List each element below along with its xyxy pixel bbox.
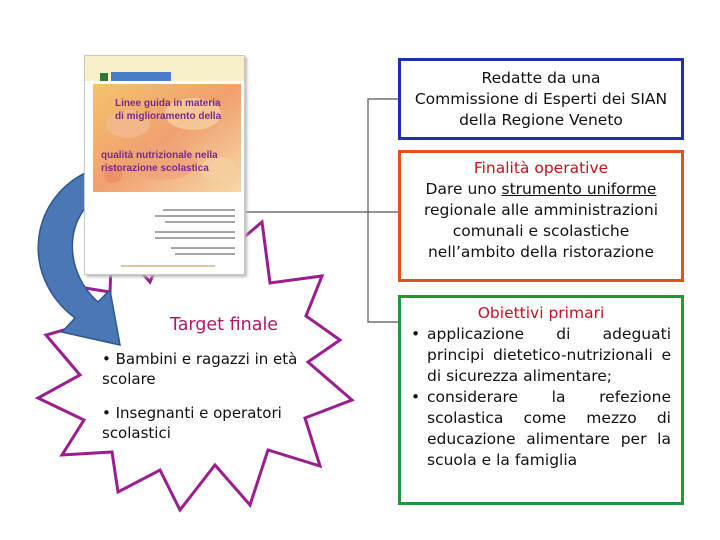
region-logo-icon bbox=[100, 73, 108, 81]
finalita-box bbox=[398, 150, 684, 282]
finalita-title: Finalità operative bbox=[473, 159, 609, 177]
connector-commission bbox=[368, 99, 398, 140]
bullet-icon: • bbox=[411, 388, 421, 406]
obiettivi-item-text: considerare la refezione scolastica come mezzo di educazione alimentare per la scuola e la famiglia bbox=[427, 388, 671, 469]
cover-photo bbox=[93, 84, 241, 192]
target-item-staff: • Insegnanti e operatori scolastici bbox=[102, 404, 282, 442]
connector-obiettivi bbox=[368, 282, 398, 322]
cover-fine-print bbox=[85, 196, 244, 274]
target-item-children: • Bambini e ragazzi in età scolare bbox=[102, 350, 298, 388]
finalita-line-2: regionale alle amministrazioni bbox=[423, 201, 659, 219]
obiettivi-item-text: applicazione di adeguati principi dietetico-nutrizionali e di sicurezza alimentare; bbox=[427, 325, 671, 385]
commission-line-1: Redatte da una bbox=[481, 69, 601, 87]
cover-title-line-4: ristorazione scolastica bbox=[101, 163, 209, 174]
obiettivi-title: Obiettivi primari bbox=[477, 304, 605, 322]
commission-line-2: Commissione di Esperti dei SIAN bbox=[414, 90, 668, 108]
cover-title-line-3: qualità nutrizionale nella bbox=[101, 150, 218, 161]
obiettivi-box bbox=[398, 295, 684, 505]
cover-title-line-2: di miglioramento della bbox=[115, 111, 222, 122]
finalita-line-4: nell’ambito della ristorazione bbox=[427, 243, 654, 261]
commission-box bbox=[398, 58, 684, 140]
guidelines-cover-image bbox=[84, 55, 245, 275]
cover-title-line-1: Linee guida in materia bbox=[115, 98, 221, 109]
target-title: Target finale bbox=[169, 315, 279, 335]
finalita-underlined: strumento uniforme bbox=[501, 180, 657, 198]
commission-line-3: della Regione Veneto bbox=[459, 111, 623, 129]
finalita-line-1 bbox=[401, 179, 681, 200]
bullet-icon: • bbox=[411, 325, 421, 343]
obiettivi-item bbox=[405, 324, 671, 387]
cover-publisher-bar bbox=[111, 72, 171, 81]
finalita-line-1-pre: Dare uno bbox=[425, 180, 502, 198]
obiettivi-item bbox=[405, 387, 671, 471]
target-content bbox=[96, 315, 322, 457]
obiettivi-list bbox=[401, 324, 681, 471]
finalita-line-3: comunali e scolastiche bbox=[452, 222, 630, 240]
